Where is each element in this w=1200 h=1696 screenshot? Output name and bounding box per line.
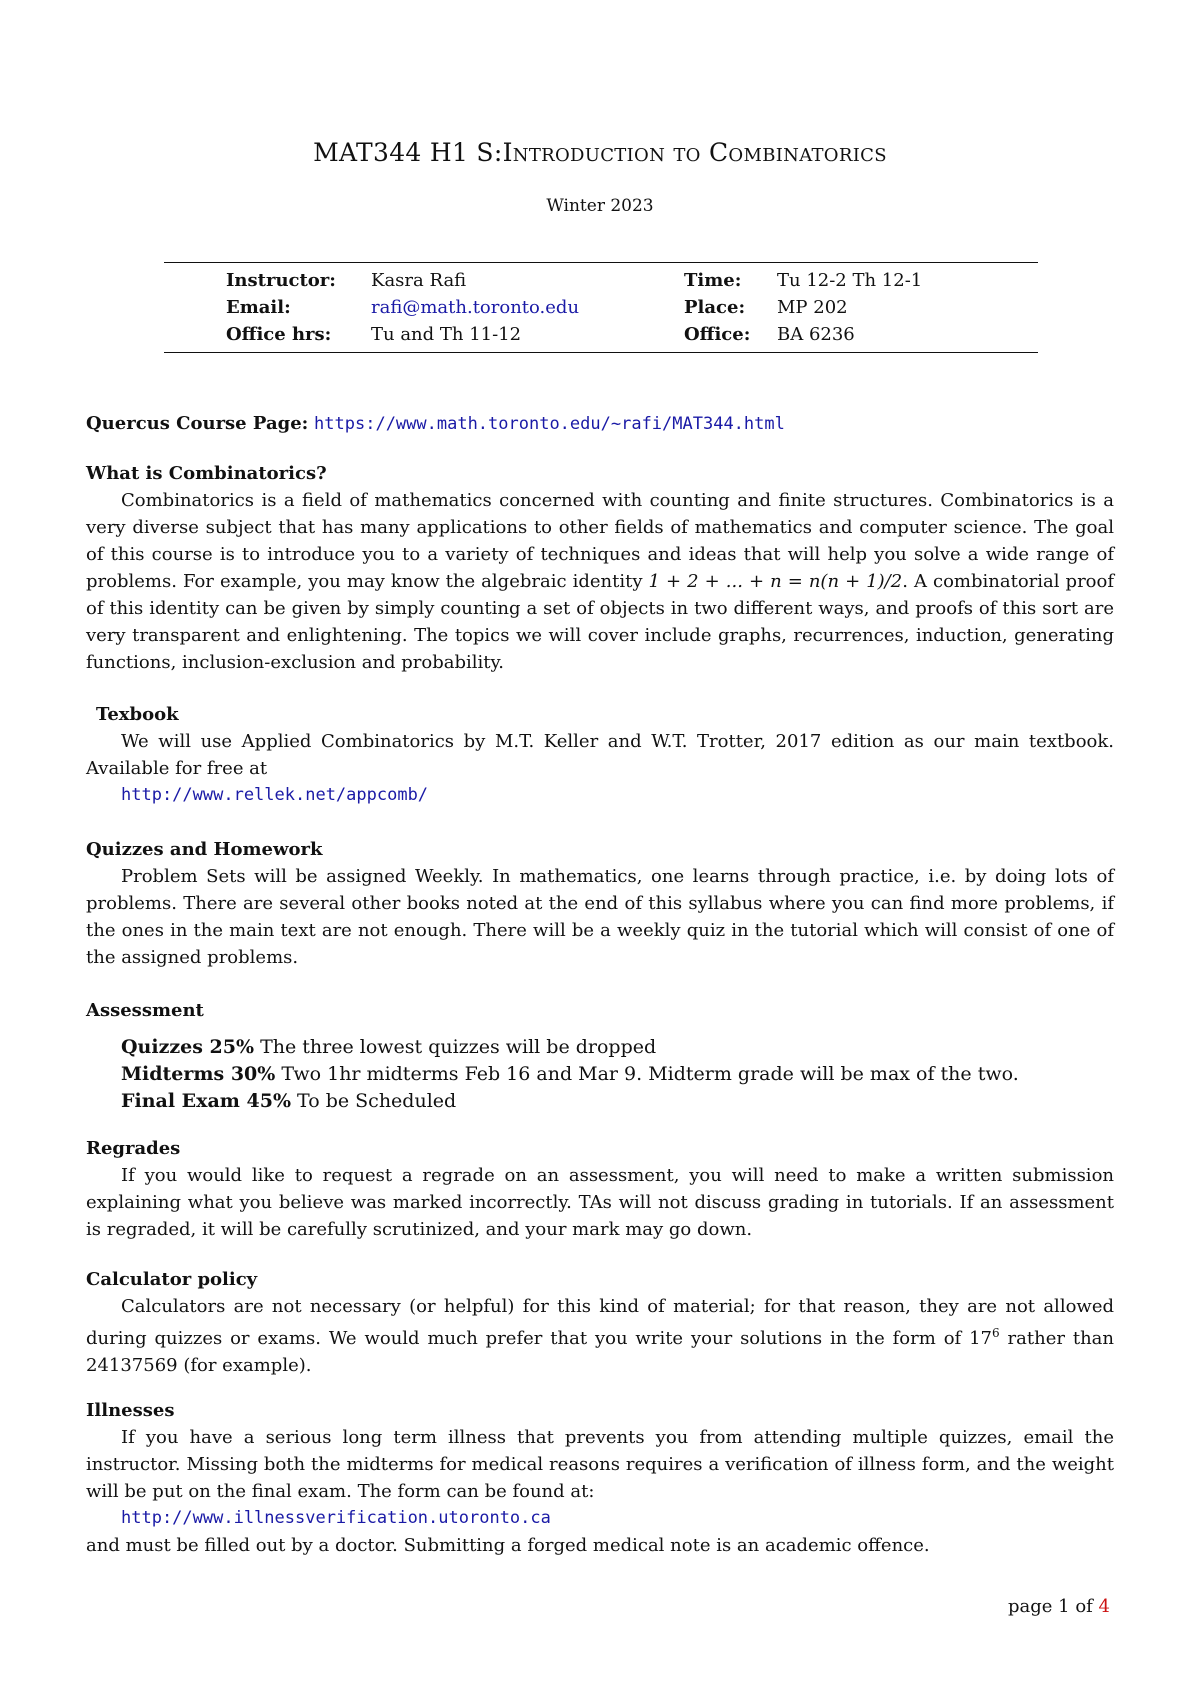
regrades-paragraph: If you would like to request a regrade on an assessment, you will need to make a written submission explaining what you believe was marked incorrectly. TAs will not discuss grading in tutorials. If an assessment is regraded, it will be carefully scrutinized, and your mark may go down. — [86, 1165, 1114, 1240]
office-hrs-label: Office hrs: — [226, 324, 332, 345]
calculator-base: 17 — [969, 1328, 992, 1349]
calculator-paragraph — [86, 1293, 1114, 1379]
course-code: MAT344 H1 S: — [313, 138, 503, 167]
calculator-heading: Calculator policy — [86, 1269, 258, 1290]
page-number — [1008, 1596, 1110, 1617]
assessment-section — [86, 997, 1114, 1024]
place-label: Place: — [684, 297, 746, 318]
info-row-email — [164, 294, 1038, 321]
textbook-section — [86, 701, 1114, 809]
email-link[interactable]: rafi@math.toronto.edu — [371, 297, 580, 318]
assessment-heading: Assessment — [86, 1000, 204, 1021]
calculator-exponent: 6 — [992, 1326, 1000, 1340]
quizzes-paragraph: Problem Sets will be assigned Weekly. In mathematics, one learns through practice, i.e. by doing lots of problems. There are several other books noted at the end of this syllabus where you can find more problems, if the ones in the main text are not enough. There will be a weekly quiz in the tutorial which will consist of one of the assigned problems. — [86, 866, 1114, 968]
instructor-value: Kasra Rafi — [371, 270, 467, 291]
combinatorics-heading: What is Combinatorics? — [86, 463, 327, 484]
email-label: Email: — [226, 297, 291, 318]
assessment-item-midterms — [121, 1061, 1019, 1088]
combinatorics-paragraph — [86, 487, 1114, 676]
page-total-link[interactable]: 4 — [1098, 1596, 1110, 1617]
assessment-label: Quizzes 25% — [121, 1036, 255, 1058]
combinatorics-section — [86, 460, 1114, 676]
course-page-label: Quercus Course Page: — [86, 413, 309, 434]
illness-verification-link[interactable]: http://www.illnessverification.utoronto.ca — [121, 1508, 551, 1528]
illnesses-heading: Illnesses — [86, 1400, 175, 1421]
info-row-office — [164, 321, 1038, 348]
assessment-label: Midterms 30% — [121, 1063, 276, 1085]
time-label: Time: — [684, 270, 742, 291]
page-number-prefix: page 1 of — [1008, 1596, 1099, 1617]
quizzes-heading: Quizzes and Homework — [86, 839, 323, 860]
course-page-section — [86, 410, 1114, 438]
office-label: Office: — [684, 324, 751, 345]
assessment-text: To be Scheduled — [291, 1090, 457, 1112]
course-page-link[interactable]: https://www.math.toronto.edu/~rafi/MAT344.html — [314, 414, 785, 434]
calculator-text-continued: rather than 24137569 (for example). — [86, 1328, 1114, 1376]
textbook-link[interactable]: http://www.rellek.net/appcomb/ — [121, 785, 429, 805]
regrades-section — [86, 1135, 1114, 1243]
assessment-list — [121, 1034, 1019, 1115]
quizzes-section — [86, 836, 1114, 971]
course-info-table — [164, 262, 1038, 353]
info-row-instructor — [164, 267, 1038, 294]
illnesses-note: and must be filled out by a doctor. Submitting a forged medical note is an academic offence. — [86, 1535, 930, 1556]
place-value: MP 202 — [777, 297, 848, 318]
algebraic-identity: 1 + 2 + ... + n = n(n + 1)/2 — [648, 571, 903, 592]
assessment-item-final — [121, 1088, 1019, 1115]
instructor-label: Instructor: — [226, 270, 336, 291]
office-hrs-value: Tu and Th 11-12 — [371, 324, 522, 345]
textbook-paragraph: We will use Applied Combinatorics by M.T. Keller and W.T. Trotter, 2017 edition as our main textbook. Available for free at — [86, 731, 1114, 779]
combinatorics-text: Combinatorics is a field of mathematics concerned with counting and finite structures. Combinatorics is a very diverse subject that has many applications to other fields of mathematics and computer science. The goal of this course is to introduce you to a variety of techniques and ideas that will help you solve a wide range of problems. For example, you may know the algebraic identity — [86, 490, 1114, 592]
illnesses-paragraph: If you have a serious long term illness that prevents you from attending multiple quizzes, email the instructor. Missing both the midterms for medical reasons requires a verification of illness form, and the weight will be put on the final exam. The form can be found at: — [86, 1427, 1114, 1502]
calculator-section — [86, 1266, 1114, 1379]
regrades-heading: Regrades — [86, 1138, 181, 1159]
term: Winter 2023 — [546, 196, 654, 216]
assessment-item-quizzes — [121, 1034, 1019, 1061]
page-title — [0, 138, 1200, 167]
course-name: Introduction to Combinatorics — [502, 138, 887, 167]
illnesses-section — [86, 1397, 1114, 1559]
assessment-text: Two 1hr midterms Feb 16 and Mar 9. Midterm grade will be max of the two. — [275, 1063, 1019, 1085]
office-value: BA 6236 — [777, 324, 855, 345]
assessment-text: The three lowest quizzes will be dropped — [254, 1036, 657, 1058]
calculator-text: Calculators are not necessary (or helpful) for this kind of material; for that reason, they are not allowed during quizzes or exams. We would much prefer that you write your solutions in the form of — [86, 1296, 1114, 1349]
time-value: Tu 12-2 Th 12-1 — [777, 270, 923, 291]
assessment-label: Final Exam 45% — [121, 1090, 291, 1112]
textbook-heading: Texbook — [96, 704, 179, 725]
combinatorics-text-continued: . A combinatorial proof of this identity can be given by simply counting a set of objects in two different ways, and proofs of this sort are very transparent and enlightening. The topics we will cover include graphs, recurrences, induction, generating functions, inclusion-exclusion and probability. — [86, 571, 1115, 673]
